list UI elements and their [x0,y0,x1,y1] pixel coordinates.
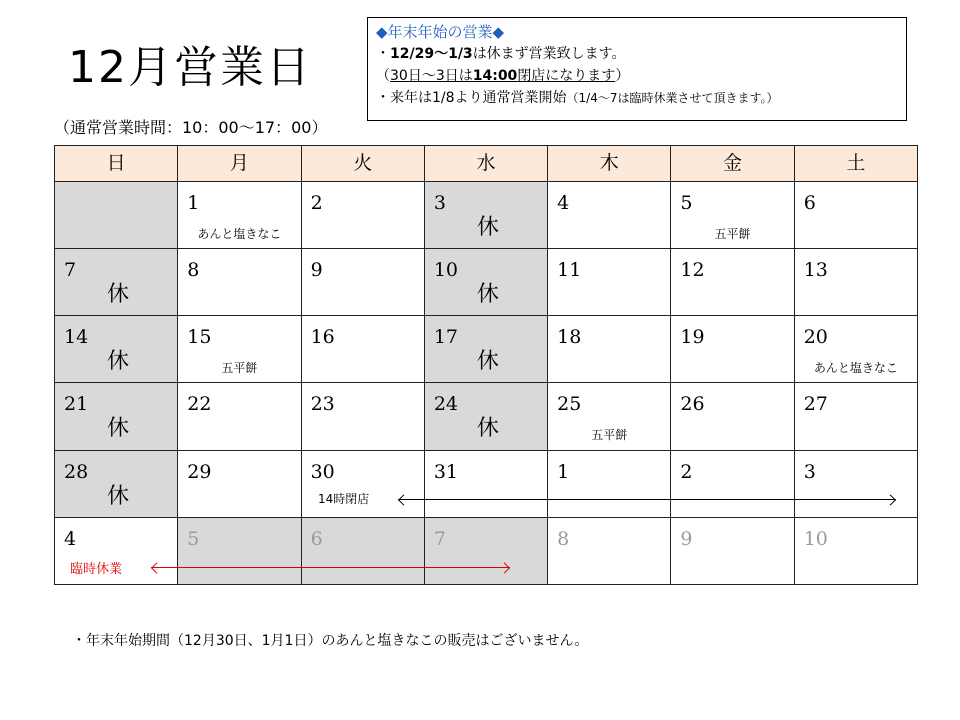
calendar-day-cell [178,383,301,450]
day-number: 1 [557,460,570,483]
calendar-day-cell [178,518,301,585]
weekday-header: 土 [795,146,918,182]
day-number: 28 [64,460,89,483]
calendar-day-cell [671,451,794,518]
calendar-day-cell [178,316,301,383]
weekday-header: 日 [55,146,178,182]
day-number: 7 [64,259,77,282]
day-number: 11 [557,259,582,282]
product-note: 五平餅 [221,361,258,376]
day-number: 6 [310,527,323,550]
early-close-label: 14時閉店 [318,492,370,506]
day-number: 26 [680,393,705,416]
closed-day-mark: 休 [476,416,499,442]
calendar-day-cell [55,249,178,316]
closed-day-mark: 休 [107,282,130,308]
day-number: 6 [803,192,816,214]
notice-line-2-close: ） [615,68,630,84]
calendar-grid [54,145,918,585]
calendar-day-cell [302,249,425,316]
day-number: 9 [680,527,693,550]
closed-day-mark: 休 [476,282,499,308]
day-number: 30 [310,460,335,483]
calendar-day-cell [302,316,425,383]
page-title: 12月営業日 [68,42,312,93]
day-number: 3 [803,460,816,483]
calendar-day-cell [55,383,178,450]
calendar-day-cell [302,182,425,249]
day-number: 5 [187,527,200,550]
calendar-day-cell [548,182,671,249]
day-number: 18 [557,326,582,349]
day-number: 25 [557,393,582,416]
calendar-day-cell [671,249,794,316]
calendar-day-cell [55,451,178,518]
day-number: 5 [680,192,693,214]
calendar-day-cell [795,518,918,585]
product-note: あんと塩きなこ [197,227,282,241]
new-year-notice [367,17,907,121]
calendar-day-cell [671,316,794,383]
closed-day-mark: 休 [476,215,499,240]
closed-day-mark: 休 [107,416,130,442]
day-number: 2 [680,460,693,483]
closed-day-mark: 休 [107,483,130,509]
closed-day-mark: 休 [476,349,499,375]
calendar-day-cell [425,383,548,450]
notice-line-1-dates: 12/29〜1/3 [390,46,473,62]
day-number: 8 [187,259,200,282]
calendar-day-cell [425,451,548,518]
day-number: 17 [433,326,459,349]
day-number: 1 [187,192,200,214]
day-number: 9 [310,259,323,282]
calendar-day-cell [302,518,425,585]
calendar-day-cell [795,316,918,383]
notice-line-2-open: （ [376,68,390,84]
notice-line-1-prefix: ・ [376,46,390,62]
day-number: 27 [803,393,828,416]
calendar-day-cell [671,182,794,249]
calendar-day-cell [795,182,918,249]
day-number: 14 [64,326,89,349]
calendar-day-cell [178,249,301,316]
day-number: 20 [803,326,828,349]
notice-line-1 [376,43,898,65]
calendar-day-cell [425,249,548,316]
calendar-day-cell [548,316,671,383]
product-note: 五平餅 [591,428,628,443]
weekday-header: 火 [302,146,425,182]
weekday-header: 月 [178,146,301,182]
notice-line-3 [376,87,898,109]
notice-line-2-text: 閉店になります [517,68,616,84]
day-number: 31 [433,460,459,483]
day-number: 24 [433,393,459,416]
notice-line-2-days: 30日〜3日は [390,68,473,84]
calendar-day-cell [425,182,548,249]
calendar-day-cell [302,451,425,518]
footnote: ・年末年始期間（12月30日、1月1日）のあんと塩きなこの販売はございません。 [72,633,589,649]
notice-line-1-text: は休まず営業致します。 [472,46,626,62]
day-number: 16 [310,326,335,349]
day-number: 22 [187,393,212,416]
day-number: 2 [310,192,323,214]
calendar-day-cell [425,518,548,585]
calendar-day-cell [178,182,301,249]
notice-heading: ◆年末年始の営業◆ [376,23,505,41]
calendar-day-cell [302,383,425,450]
notice-line-3-small: （1/4〜7は臨時休業させて頂きます。） [566,91,779,105]
calendar-day-cell [795,383,918,450]
calendar-day-cell [548,451,671,518]
product-note: 五平餅 [714,227,751,241]
day-number: 13 [803,259,828,282]
day-number: 3 [433,192,446,214]
notice-line-3-text: ・来年は1/8より通常営業開始 [376,90,567,106]
day-number: 21 [64,393,89,416]
closed-day-mark: 休 [107,349,130,375]
day-number: 15 [187,326,212,349]
day-number: 19 [680,326,705,349]
calendar-day-cell [55,316,178,383]
calendar-day-cell [178,451,301,518]
weekday-header: 木 [548,146,671,182]
day-number: 4 [64,527,77,550]
day-number: 23 [310,393,335,416]
day-number: 7 [433,527,446,550]
day-number: 29 [187,460,212,483]
calendar-day-cell [548,249,671,316]
calendar-day-cell [55,182,178,249]
early-close-arrow [398,499,896,500]
business-hours: （通常営業時間：10：00〜17：00） [54,118,328,137]
calendar-day-cell [671,518,794,585]
notice-line-2 [376,65,898,87]
temporary-closure-label: 臨時休業 [70,562,123,577]
day-number: 10 [433,259,459,282]
product-note: あんと塩きなこ [813,361,898,376]
calendar-day-cell [425,316,548,383]
day-number: 12 [680,259,705,282]
day-number: 10 [803,527,828,550]
weekday-header: 水 [425,146,548,182]
calendar-day-cell [671,383,794,450]
calendar-day-cell [548,518,671,585]
notice-line-2-time: 14:00 [472,68,518,84]
day-number: 8 [557,527,570,550]
calendar-day-cell [548,383,671,450]
temporary-closure-arrow [151,567,510,568]
calendar-day-cell [795,249,918,316]
calendar-day-cell [795,451,918,518]
day-number: 4 [557,192,570,214]
weekday-header: 金 [671,146,794,182]
